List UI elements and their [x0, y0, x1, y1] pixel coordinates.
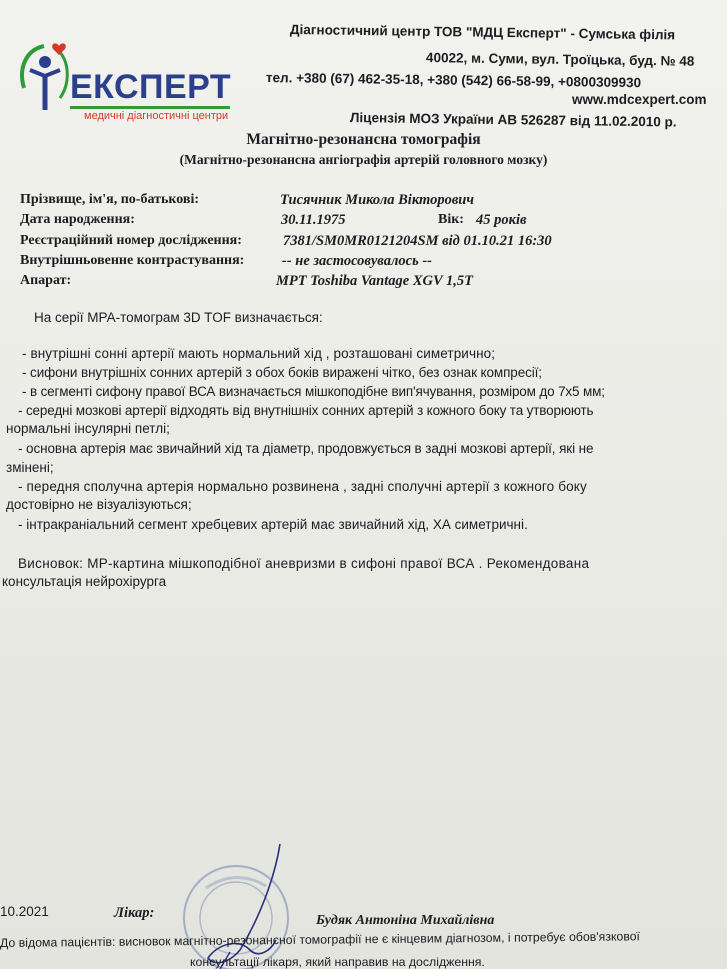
registration-value: 7381/SM0MR0121204SM від 01.10.21 16:30	[283, 233, 552, 249]
report-date: 10.2021	[0, 904, 49, 919]
device-value: МРТ Toshiba Vantage XGV 1,5T	[276, 273, 473, 289]
report-title: Магнітно-резонансна томографія	[246, 131, 481, 148]
dob-label: Дата народження:	[20, 212, 135, 227]
header-center-name: Діагностичний центр ТОВ "МДЦ Експерт" - Сумська філія	[289, 22, 676, 43]
doctor-name: Будяк Антоніна Михайлівна	[316, 913, 495, 928]
name-value: Тисячник Микола Вікторович	[280, 192, 474, 208]
findings-line: достовірно не візуалізуються;	[6, 497, 192, 512]
report-subtitle: (Магнітно-резонансна ангіографія артерій головного мозку)	[179, 152, 548, 167]
findings-line: - внутрішні сонні артерії мають нормальний хід , розташовані симетрично;	[22, 346, 496, 361]
age-label: Вік:	[438, 212, 464, 227]
logo-brand-text: ЕКСПЕРТ	[70, 68, 232, 106]
findings-line: - основна артерія має звичайний хід та діаметр, продовжується в задні мозкові артерії, які не	[18, 441, 594, 456]
findings-line: - сифони внутрішніх сонних артерій з обох боків виражені чітко, без ознак компресії;	[22, 365, 542, 380]
findings-intro: На серії МРА-томограм 3D TOF визначається:	[34, 310, 323, 325]
doctor-signature	[180, 840, 320, 969]
findings-line: - середні мозкові артерії відходять від внутнішніх сонних артерій з кожного боку та утворюють	[18, 403, 594, 418]
dob-value: 30.11.1975	[281, 212, 346, 228]
device-label: Апарат:	[20, 273, 72, 288]
findings-line: - передня сполучна артерія нормально розвинена , задні сполучні артерії з кожного боку	[18, 479, 587, 494]
logo-figure-icon	[14, 40, 74, 120]
patient-note-continued: консультації лікаря, який направив на дослідження.	[190, 955, 485, 969]
logo-tagline: медичні діагностичні центри	[84, 110, 229, 122]
contrast-value: -- не застосовувалось --	[282, 253, 432, 269]
conclusion-line: Висновок: МР-картина мішкоподібної аневризми в сифоні правої ВСА . Рекомендована	[18, 556, 590, 571]
header-phones: тел. +380 (67) 462-35-18, +380 (542) 66-58-99, +0800309930	[265, 70, 642, 91]
registration-label: Реєстраційний номер дослідження:	[20, 233, 242, 248]
doctor-label: Лікар:	[114, 905, 155, 921]
contrast-label: Внутрішньовенне контрастування:	[20, 253, 245, 268]
findings-line: - в сегменті сифону правої ВСА визначається мішкоподібне вип'ячування, розміром до 7х5 мм;	[22, 384, 605, 399]
findings-line: змінені;	[6, 460, 54, 475]
header-website: www.mdcexpert.com	[572, 92, 707, 107]
age-value: 45 років	[476, 212, 527, 228]
findings-line: нормальні інсулярні петлі;	[6, 421, 170, 436]
clinic-logo	[14, 40, 234, 130]
header-address: 40022, м. Суми, вул. Троїцька, буд. № 48	[425, 50, 695, 69]
patient-note: До відома пацієнтів: висновок магнітно-резонансної томографії не є кінцевим діагнозом, і потребує обов'язкової	[0, 929, 641, 950]
findings-line: - інтракраніальний сегмент хребцевих артерій має звичайний хід, ХА симетричні.	[18, 517, 528, 532]
conclusion-line: консультація нейрохірурга	[2, 574, 167, 589]
name-label: Прізвище, ім'я, по-батькові:	[20, 192, 200, 207]
header-license: Ліцензія МОЗ України АВ 526287 від 11.02.2010 р.	[349, 110, 677, 130]
